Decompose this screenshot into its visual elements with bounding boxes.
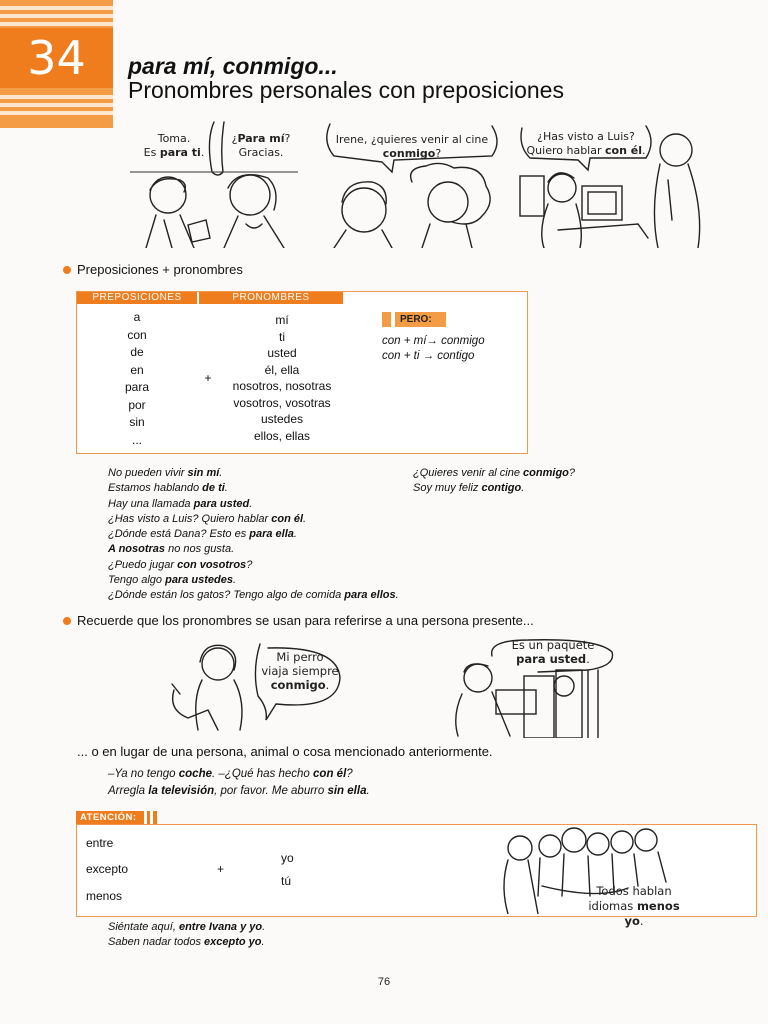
bubble-text: Toma. <box>157 132 191 145</box>
bubble-text: . <box>639 914 644 928</box>
tab-stripe <box>0 103 113 107</box>
bubble-text: Quiero hablar <box>526 144 605 157</box>
atencion-word: menos <box>86 889 123 903</box>
example-line: Siéntate aquí, entre Ivana y yo. <box>108 921 266 933</box>
bubble-text: . <box>586 652 590 666</box>
chapter-title-italic: para mí, conmigo... <box>128 53 338 79</box>
list-item: en <box>130 362 144 377</box>
bubble-text: ? <box>284 132 291 145</box>
example-line: ¿Dónde está Dana? Esto es para ella. <box>108 528 297 541</box>
bubble-text-bold: Para mí <box>237 132 285 145</box>
example-line: Arregla la televisión, por favor. Me aburro sin ella. <box>108 785 370 797</box>
bubble-text-bold: con él <box>605 144 642 157</box>
examples-atencion <box>108 920 265 951</box>
example-line: No pueden vivir sin mí. <box>108 467 223 479</box>
bubble-text: Gracias. <box>238 146 284 159</box>
example-line: Estamos hablando de ti. <box>108 482 228 495</box>
bubble-text: viaja siempre <box>261 664 339 678</box>
pero-label <box>382 312 446 327</box>
bubble-text: ? <box>435 147 442 160</box>
prepositions-table <box>76 291 528 454</box>
tab-stripe <box>0 95 113 99</box>
bullet-icon <box>63 617 71 625</box>
comic-panel-2 <box>322 120 502 248</box>
list-item: por <box>128 397 146 412</box>
examples-antecedent <box>108 766 370 800</box>
atencion-label-text: ATENCIÓN: <box>80 812 137 823</box>
bubble-text: . <box>200 146 205 159</box>
example-line: ¿Dónde están los gatos? Tengo algo de comida para ellos. <box>108 589 399 602</box>
list-item: sin <box>129 415 145 429</box>
bullet-icon <box>63 266 71 274</box>
tab-stripe <box>0 111 113 115</box>
atencion-label <box>76 811 157 824</box>
atencion-word: entre <box>86 836 114 850</box>
pero-label-text: PERO: <box>400 314 432 325</box>
plus-sign: + <box>217 862 225 876</box>
bubble-text-bold: conmigo <box>382 147 436 160</box>
bubble-text: Es un paquete <box>511 638 595 652</box>
bubble-text-bold: conmigo <box>270 678 326 692</box>
bubble-text: ¿ <box>231 132 238 145</box>
list-item: él, ella <box>264 362 300 377</box>
page-number: 76 <box>377 976 391 988</box>
comic-panel-6 <box>498 826 684 928</box>
chapter-tab <box>0 0 113 128</box>
atencion-pronoun: tú <box>281 874 292 888</box>
atencion-pronoun: yo <box>281 851 294 865</box>
bubble-text: . <box>325 678 330 692</box>
example-line: ¿Quieres venir al cine conmigo? <box>413 467 576 479</box>
rule-line: con + ti → contigo <box>382 350 475 363</box>
example-line: –Ya no tengo coche. –¿Qué has hecho con él? <box>108 768 353 780</box>
list-item: ellos, ellas <box>253 428 311 443</box>
rule-line: con + mí→ conmigo <box>382 335 485 347</box>
list-item: usted <box>267 346 297 360</box>
table-header: PRONOMBRES <box>199 292 343 304</box>
section-heading: ... o en lugar de una persona, animal o cosa mencionado anteriormente. <box>77 744 493 759</box>
list-item: ti <box>279 329 285 344</box>
prepositions-list <box>97 309 177 449</box>
bubble-text: Es <box>143 146 160 159</box>
bubble-text: idiomas <box>588 899 637 913</box>
bubble-text-bold: para usted <box>516 652 587 666</box>
examples-right <box>413 466 575 497</box>
list-item: para <box>124 380 150 394</box>
chapter-title: Pronombres personales con preposiciones <box>128 77 564 103</box>
atencion-word: excepto <box>86 862 129 876</box>
table-header: PREPOSICIONES <box>77 292 197 304</box>
examples-left <box>108 466 399 604</box>
list-item: con <box>127 327 147 342</box>
bubble-text: Mi perro <box>276 650 324 664</box>
list-item: nosotros, nosotras <box>232 379 332 393</box>
list-item: de <box>130 345 144 359</box>
comic-panel-4 <box>168 640 344 736</box>
list-item: ustedes <box>260 412 304 426</box>
chapter-number: 34 <box>0 28 113 88</box>
list-item: vosotros, vosotras <box>233 395 331 410</box>
comic-panel-1 <box>128 120 300 248</box>
section-heading: Recuerde que los pronombres se usan para referirse a una persona presente... <box>77 613 534 628</box>
bubble-text: ¿Has visto a Luis? <box>537 130 635 143</box>
pero-rules <box>382 334 485 365</box>
list-item: mí <box>275 313 289 327</box>
section-heading: Preposiciones + pronombres <box>77 262 243 277</box>
example-line: Saben nadar todos excepto yo. <box>108 936 265 949</box>
example-line: ¿Has visto a Luis? Quiero hablar con él. <box>108 512 307 525</box>
bubble-text: . <box>641 144 646 157</box>
pronouns-list <box>207 312 357 444</box>
bubble-text: Todos hablan <box>596 884 672 898</box>
plus-sign: + <box>204 371 212 385</box>
comic-panel-3 <box>518 120 708 248</box>
example-line: Hay una llamada para usted. <box>108 497 253 510</box>
bubble-text: Irene, ¿quieres venir al cine <box>335 133 489 146</box>
tab-stripe <box>0 6 113 10</box>
example-line: Soy muy feliz contigo. <box>413 482 525 495</box>
example-line: Tengo algo para ustedes. <box>108 574 237 587</box>
list-item: a <box>133 310 141 324</box>
tab-stripe <box>0 22 113 26</box>
bubble-text-bold: menos yo <box>624 899 680 928</box>
example-line: ¿Puedo jugar con vosotros? <box>108 558 253 571</box>
comic-panel-5 <box>448 636 616 738</box>
tab-stripe <box>0 14 113 18</box>
example-line: A nosotras no nos gusta. <box>108 543 235 556</box>
bubble-text-bold: para ti <box>159 146 201 159</box>
list-item: ... <box>131 432 142 447</box>
